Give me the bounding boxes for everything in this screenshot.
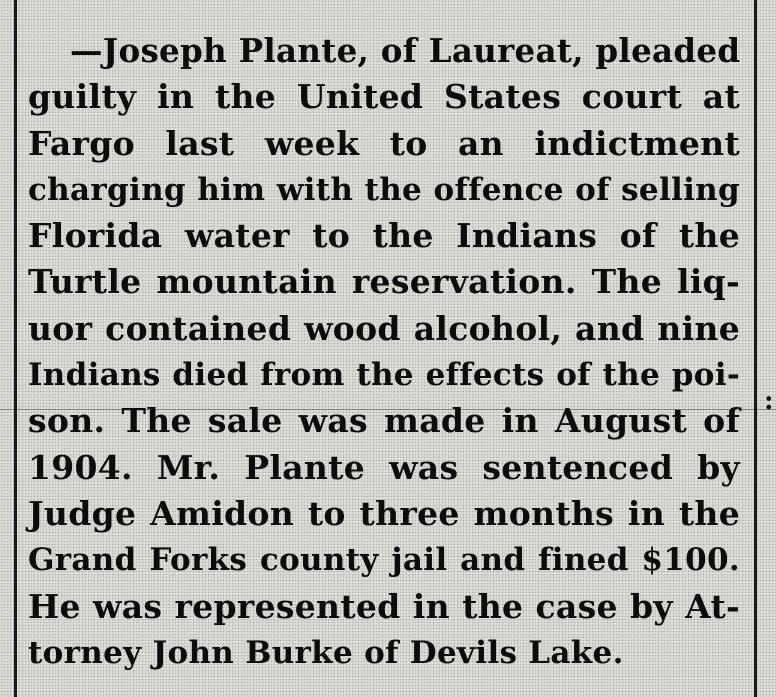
article-line: son. The sale was made in August of [28, 401, 740, 441]
edge-fragment-mark: : [764, 386, 774, 416]
news-article-paragraph [28, 28, 740, 676]
article-line: Indians died from the effects of the poi- [28, 357, 740, 394]
article-line: charging him with the offence of selling [28, 171, 740, 208]
article-line: torney John Burke of Devils Lake. [28, 634, 624, 671]
article-line: 1904. Mr. Plante was sentenced by [28, 447, 740, 487]
article-line: Turtle mountain reservation. The liq- [28, 262, 740, 302]
article-line: uor contained wood alcohol, and nine [28, 308, 740, 348]
article-line: —Joseph Plante, of Laureat, pleaded [70, 31, 741, 70]
article-line: Grand Forks county jail and fined $100. [28, 542, 740, 579]
article-line: Florida water to the Indians of the [28, 216, 740, 256]
article-line: Fargo last week to an indictment [28, 123, 740, 163]
article-line: guilty in the United States court at [28, 77, 740, 117]
article-line: Judge Amidon to three months in the [28, 493, 740, 533]
column-rule-right [754, 0, 757, 697]
article-line: He was represented in the case by At- [28, 586, 740, 626]
column-rule-left [14, 0, 17, 697]
